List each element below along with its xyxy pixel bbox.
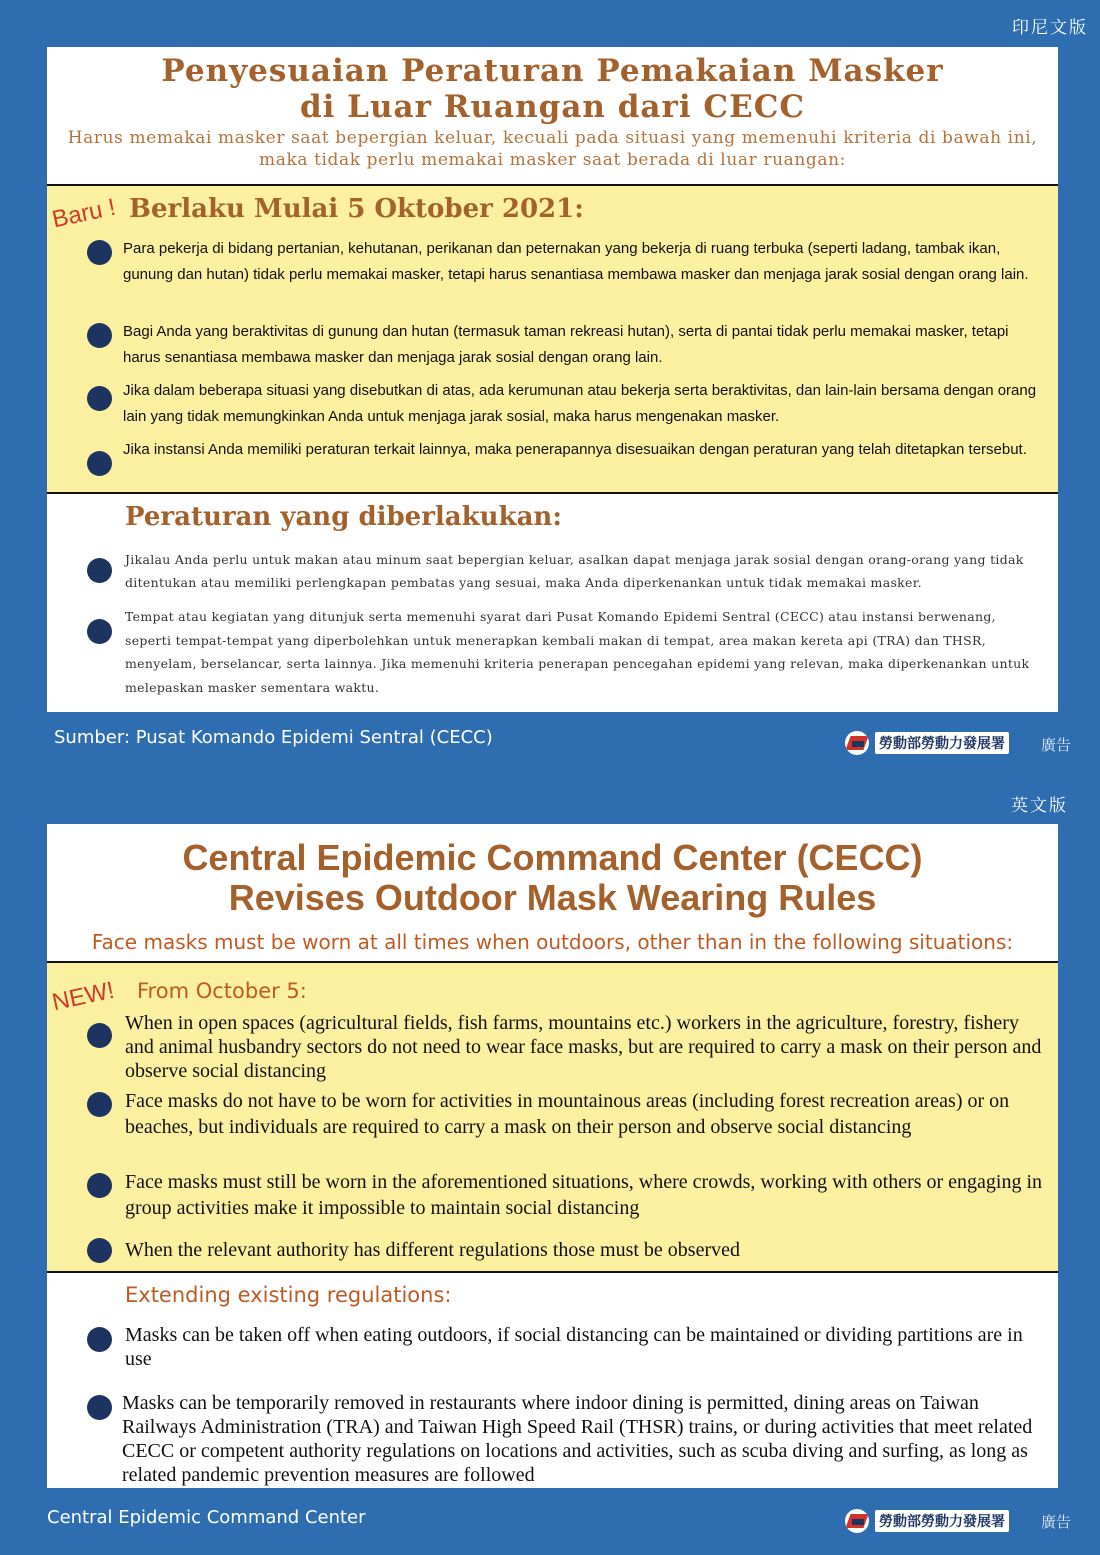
english-new-item-text: When the relevant authority has different regulations those must be observed	[125, 1239, 740, 1261]
indonesian-title-line2: di Luar Ruangan dari CECC	[299, 89, 806, 125]
bullet-icon	[87, 451, 112, 476]
indonesian-subtitle-line2: maka tidak perlu memakai masker saat berada di luar ruangan:	[258, 150, 846, 170]
indonesian-new-badge: Baru !	[49, 193, 119, 234]
bullet-icon	[87, 558, 112, 583]
bullet-icon	[87, 1327, 112, 1352]
indonesian-new-heading: Berlaku Mulai 5 Oktober 2021:	[129, 194, 584, 224]
english-new-item	[85, 1237, 1045, 1263]
bullet-icon	[87, 619, 112, 644]
indonesian-source: Sumber: Pusat Komando Epidemi Sentral (CECC)	[54, 727, 493, 748]
bullet-icon	[87, 1395, 112, 1420]
indonesian-existing-item-text: Jikalau Anda perlu untuk makan atau minum saat bepergian keluar, asalkan dapat menjaga jarak sosial dengan orang-orang yang tidak ditentukan atau memiliki perlengkapan pembatas yang sesuai, maka Anda diperkenankan untuk tidak memakai masker.	[125, 552, 1024, 590]
indonesian-new-item	[85, 378, 1045, 430]
indonesian-subtitle-line1: Harus memakai masker saat bepergian keluar, kecuali pada situasi yang memenuhi kriteria di bawah ini,	[67, 128, 1038, 148]
indonesian-existing-heading: Peraturan yang diberlakukan:	[125, 502, 562, 532]
english-poster-card	[47, 824, 1058, 1488]
english-source: Central Epidemic Command Center	[47, 1507, 366, 1528]
english-existing-heading: Extending existing regulations:	[125, 1283, 452, 1307]
english-new-item	[85, 1011, 1045, 1083]
indonesian-version-label: 印尼文版	[1012, 18, 1088, 38]
indonesian-new-item-text: Para pekerja di bidang pertanian, kehutanan, perikanan dan peternakan yang bekerja di ruang terbuka (seperti ladang, tambak ikan, gunung dan hutan) tidak perlu memakai masker, tetapi harus senantiasa membawa masker dan menjaga jarak sosial dengan orang lain.	[123, 240, 1029, 283]
indonesian-new-item	[85, 236, 1045, 288]
bullet-icon	[87, 240, 112, 265]
english-subtitle: Face masks must be worn at all times when outdoors, other than in the following situations:	[91, 930, 1014, 954]
english-new-badge: NEW!	[49, 976, 117, 1017]
english-existing-rules-section	[47, 1271, 1058, 1488]
english-new-item-text: When in open spaces (agricultural fields, fish farms, mountains etc.) workers in the agriculture, forestry, fishery and animal husbandry sectors do not need to wear face masks, but are required to carry a mask on their person and observe social distancing	[125, 1012, 1042, 1082]
indonesian-existing-rules-section	[47, 492, 1058, 712]
english-new-item-text: Face masks do not have to be worn for activities in mountainous areas (including forest recreation areas) or on beaches, but individuals are required to carry a mask on their person and observe social distancing	[125, 1090, 1010, 1138]
indonesian-ad-label: 廣告	[1041, 736, 1072, 754]
english-new-item	[85, 1088, 1045, 1140]
indonesian-new-item	[85, 437, 1045, 463]
bullet-icon	[87, 1173, 112, 1198]
indonesian-new-item	[85, 319, 1045, 371]
indonesian-existing-item	[85, 548, 1035, 594]
bullet-icon	[87, 323, 112, 348]
english-title-line2: Revises Outdoor Mask Wearing Rules	[228, 877, 877, 918]
english-new-rules-section	[47, 961, 1058, 1273]
agency-logo-text: 勞動部勞動力發展署	[875, 732, 1009, 754]
indonesian-poster-card	[47, 47, 1058, 712]
bullet-icon	[87, 386, 112, 411]
english-existing-item	[85, 1391, 1055, 1487]
english-title-line1: Central Epidemic Command Center (CECC)	[182, 837, 923, 878]
agency-logo-icon	[845, 731, 869, 755]
english-version-label: 英文版	[1011, 796, 1068, 816]
english-agency-logo	[845, 1509, 1009, 1533]
indonesian-new-item-text: Jika instansi Anda memiliki peraturan terkait lainnya, maka penerapannya disesuaikan dengan peraturan yang telah ditetapkan tersebut.	[123, 441, 1027, 458]
indonesian-new-item-text: Jika dalam beberapa situasi yang disebutkan di atas, ada kerumunan atau bekerja serta beraktivitas, dan lain-lain bersama dengan orang lain yang tidak memungkinkan Anda untuk menjaga jarak sosial, maka harus mengenakan masker.	[123, 382, 1037, 425]
english-existing-item-text: Masks can be taken off when eating outdoors, if social distancing can be maintained or dividing partitions are in use	[125, 1324, 1023, 1370]
bullet-icon	[87, 1023, 112, 1048]
indonesian-header	[47, 47, 1058, 171]
english-new-item-text: Face masks must still be worn in the aforementioned situations, where crowds, working with others or engaging in group activities make it impossible to maintain social distancing	[125, 1171, 1043, 1219]
indonesian-new-item-text: Bagi Anda yang beraktivitas di gunung dan hutan (termasuk taman rekreasi hutan), serta di pantai tidak perlu memakai masker, tetapi harus senantiasa membawa masker dan menjaga jarak sosial dengan orang lain.	[123, 323, 1009, 366]
bullet-icon	[87, 1238, 112, 1263]
indonesian-existing-item	[85, 605, 1035, 699]
english-new-item	[85, 1169, 1045, 1221]
indonesian-new-rules-section	[47, 184, 1058, 494]
english-header	[47, 824, 1058, 956]
english-existing-item-text: Masks can be temporarily removed in restaurants where indoor dining is permitted, dining areas on Taiwan Railways Administration (TRA) and Taiwan High Speed Rail (THSR) trains, or during activities that meet related CECC or competent authority regulations on locations and activities, such as scuba diving and surfing, as long as related pandemic prevention measures are followed	[122, 1392, 1033, 1486]
english-existing-item	[85, 1323, 1045, 1371]
english-new-heading: From October 5:	[137, 979, 307, 1003]
indonesian-existing-item-text: Tempat atau kegiatan yang ditunjuk serta memenuhi syarat dari Pusat Komando Epidemi Sentral (CECC) atau instansi berwenang, seperti tempat-tempat yang diperbolehkan untuk menerapkan kembali makan di tempat, area makan kereta api (TRA) dan THSR, menyelam, berselancar, serta lainnya. Jika memenuhi kriteria penerapan pencegahan epidemi yang relevan, maka diperkenankan untuk melepaskan masker sementara waktu.	[125, 609, 1030, 695]
indonesian-title-line1: Penyesuaian Peraturan Pemakaian Masker	[161, 53, 944, 89]
english-ad-label: 廣告	[1041, 1513, 1072, 1531]
bullet-icon	[87, 1092, 112, 1117]
indonesian-agency-logo	[845, 731, 1009, 755]
agency-logo-icon	[845, 1509, 869, 1533]
agency-logo-text: 勞動部勞動力發展署	[875, 1510, 1009, 1532]
